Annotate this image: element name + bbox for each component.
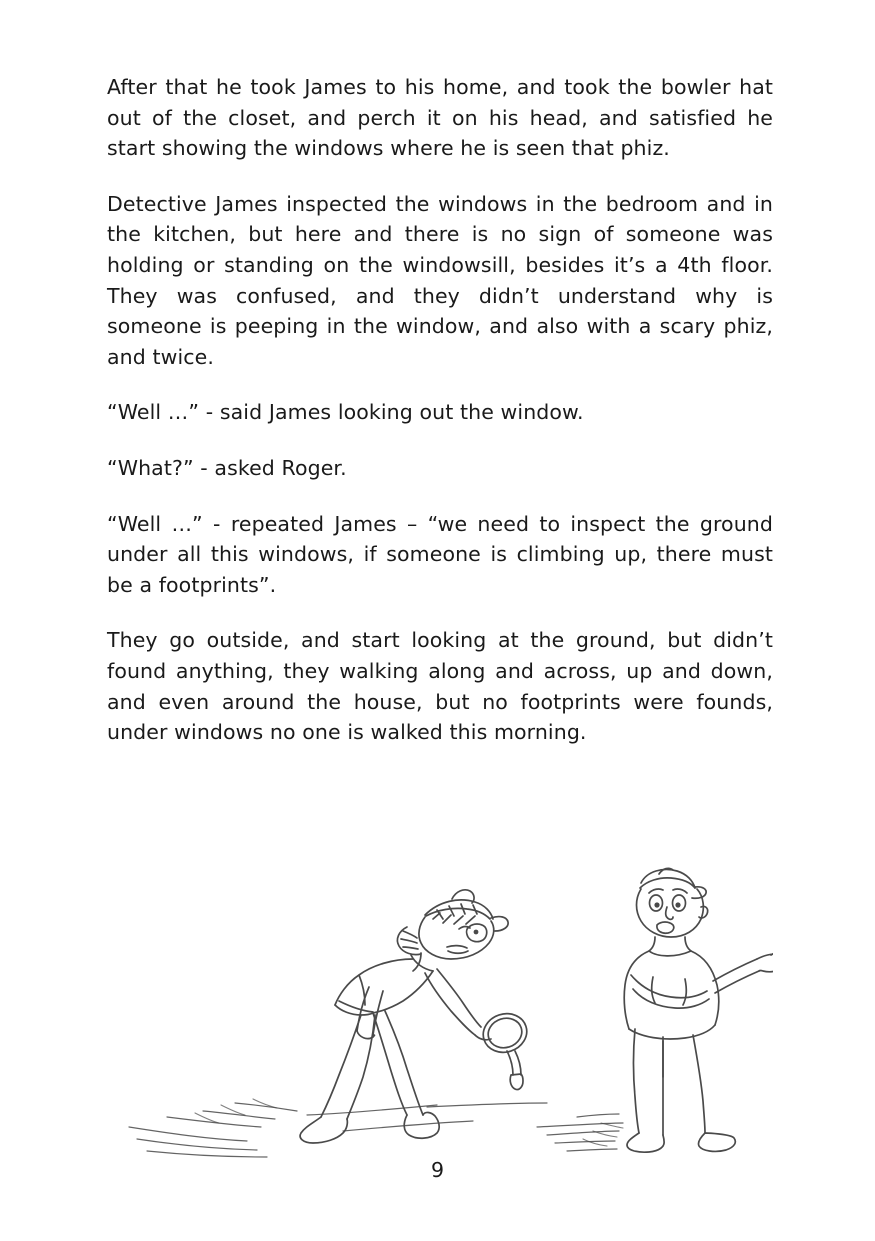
paragraph-1: After that he took James to his home, and took the bowler hat out of the closet, and perch it on his head, and satisfied he start showing the windows where he is seen that phiz.	[107, 75, 773, 161]
detective-inspecting-ground-sketch	[107, 855, 773, 1165]
flat-cap-icon	[640, 868, 706, 898]
paragraph-5: “Well …” - repeated James – “we need to inspect the ground under all this windows, if someone is climbing up, there must be a footprints”.	[107, 511, 773, 597]
paragraph-4: “What?” - asked Roger.	[107, 455, 347, 480]
paragraph-2: Detective James inspected the windows in the bedroom and in the kitchen, but here and there is no sign of someone was holding or standing on the windowsill, besides it’s a 4th floor. They was confused, and they didn’t understand why is someone is peeping in the window, and also with a scary phiz, and twice.	[107, 191, 773, 369]
deerstalker-hat-icon	[425, 890, 508, 931]
page-number: 9	[430, 1158, 445, 1182]
paragraph-6: They go outside, and start looking at the ground, but didn’t found anything, they walking along and across, up and down, and even around the house, but no footprints were founds, under windows no one is walked this morning.	[107, 628, 773, 745]
page-body-text	[107, 72, 773, 748]
paragraph-3: “Well …” - said James looking out the window.	[107, 400, 584, 425]
magnifying-glass-icon	[478, 1008, 532, 1089]
